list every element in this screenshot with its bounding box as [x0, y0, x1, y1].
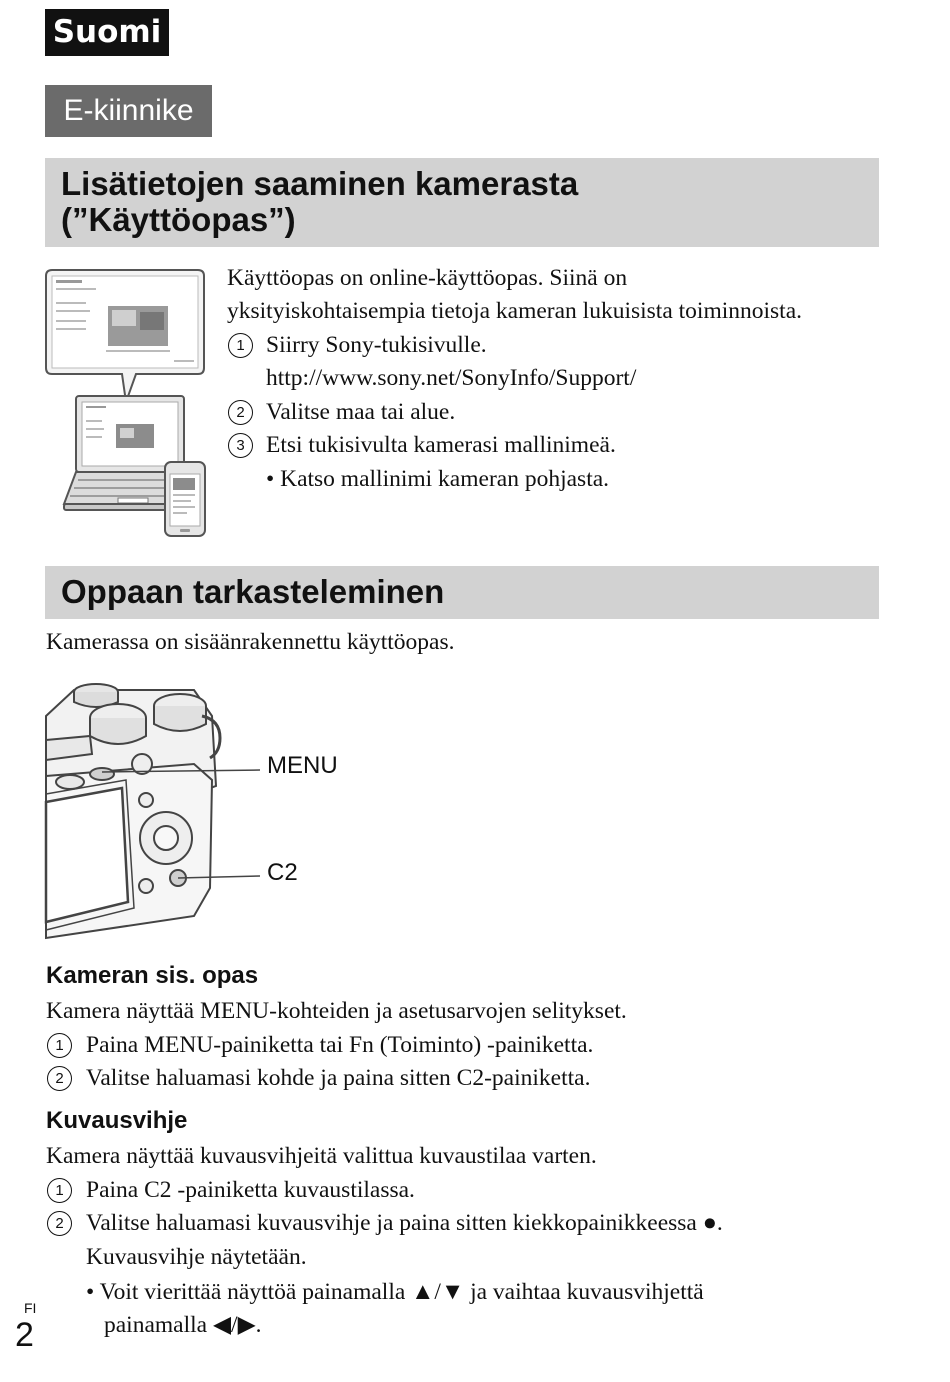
section2-intro: Kamerassa on sisäänrakennettu käyttöopas. [46, 629, 455, 655]
camera-illustration [44, 676, 344, 942]
intro-line-2: yksityiskohtaisempia tietoja kameran lukuisista toiminnoista. [227, 298, 803, 324]
step-text-1: Siirry Sony-tukisivulle. [266, 332, 487, 358]
guide-step-number-1: 1 [47, 1033, 72, 1058]
hint-step-text-1: Paina C2 -painiketta kuvaustilassa. [86, 1177, 415, 1203]
hint-heading: Kuvausvihje [46, 1107, 188, 1134]
guide-step-text-2: Valitse haluamasi kohde ja paina sitten C2-painiketta. [86, 1065, 591, 1091]
step-number-2: 2 [228, 400, 253, 425]
laptop-phone-illustration [44, 268, 209, 540]
hint-step-number-1: 1 [47, 1178, 72, 1203]
step-text-2: Valitse maa tai alue. [266, 399, 456, 425]
section-title-line1: Lisätietojen saaminen kamerasta [61, 165, 579, 202]
section-header-viewing-guide [45, 566, 879, 619]
footer-lang-code: FI [24, 1300, 37, 1316]
section-header-user-guide [45, 158, 879, 247]
hint-step-text-2: Valitse haluamasi kuvausvihje ja paina sitten kiekkopainikkeessa ●. [86, 1210, 723, 1236]
section-title-line2: (”Käyttöopas”) [61, 201, 296, 238]
step-number-1: 1 [228, 333, 253, 358]
guide-text: Kamera näyttää MENU-kohteiden ja asetusarvojen selitykset. [46, 998, 627, 1024]
intro-line-1: Käyttöopas on online-käyttöopas. Siinä on [227, 265, 628, 291]
guide-heading: Kameran sis. opas [46, 962, 259, 989]
support-url: http://www.sony.net/SonyInfo/Support/ [266, 365, 637, 391]
hint-bullet-line-2: painamalla ◀/▶. [104, 1312, 262, 1338]
hint-bullet-line-1: • Voit vierittää näyttöä painamalla ▲/▼ ja vaihtaa kuvausvihjettä [86, 1279, 704, 1305]
step-text-3: Etsi tukisivulta kamerasi mallinimeä. [266, 432, 616, 458]
guide-step-number-2: 2 [47, 1066, 72, 1091]
guide-step-text-1: Paina MENU-painiketta tai Fn (Toiminto) -painiketta. [86, 1032, 594, 1058]
language-tab: Suomi [45, 9, 169, 56]
hint-text: Kamera näyttää kuvausvihjeitä valittua kuvaustilaa varten. [46, 1143, 597, 1169]
mount-tab: E-kiinnike [45, 85, 212, 137]
step-number-3: 3 [228, 433, 253, 458]
c2-callout-label: C2 [267, 859, 298, 886]
page-number: 2 [15, 1316, 34, 1354]
step-bullet-3: • Katso mallinimi kameran pohjasta. [266, 466, 610, 492]
hint-step-sub-2: Kuvausvihje näytetään. [86, 1244, 307, 1270]
hint-step-number-2: 2 [47, 1211, 72, 1236]
menu-callout-label: MENU [267, 752, 338, 779]
section-title: Oppaan tarkasteleminen [61, 573, 445, 610]
